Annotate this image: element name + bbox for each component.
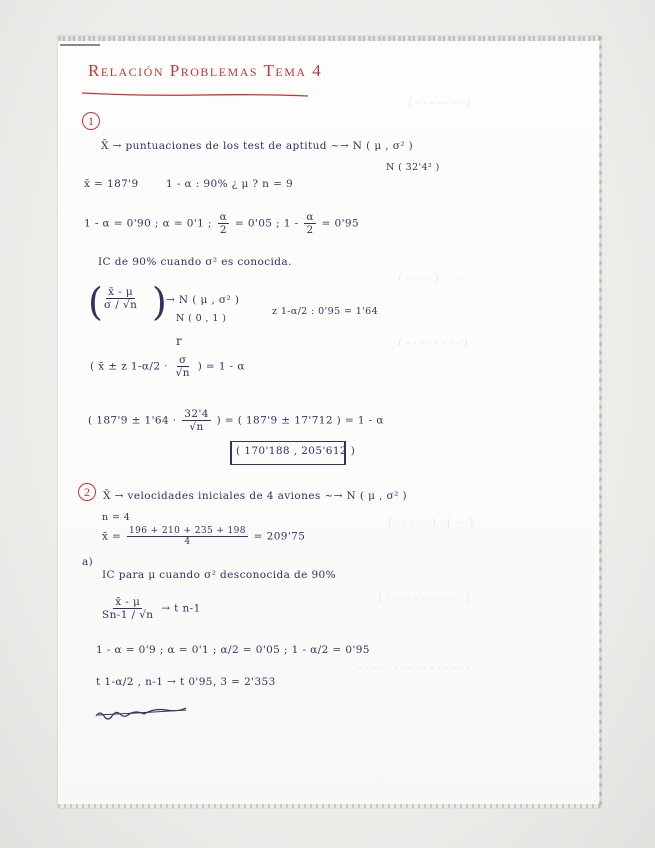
bleed-through: ( - - - - - - - - ) bbox=[398, 336, 468, 349]
problem-number-2: 2 bbox=[78, 483, 96, 501]
p2-sample-size: n = 4 bbox=[102, 512, 131, 523]
p2-ic-statement: IC para μ cuando σ² desconocida de 90% bbox=[102, 569, 337, 581]
t-dist: → t n-1 bbox=[161, 602, 201, 615]
p2-t-pivot bbox=[98, 596, 201, 621]
calc-left: ( 187'9 ± 1'64 · bbox=[88, 414, 177, 427]
bleed-through: ( - - - - - ) - ( - - ) bbox=[388, 516, 474, 529]
calc-fraction bbox=[182, 408, 211, 433]
crossed-out-scribble bbox=[94, 706, 190, 722]
p1-result: ( 170'188 , 205'612 ) bbox=[236, 445, 356, 457]
calc-right: ) = ( 187'9 ± 17'712 ) = 1 - α bbox=[216, 414, 384, 427]
mean-result: = 209'75 bbox=[253, 530, 306, 543]
interval-right: ) = 1 - α bbox=[197, 360, 245, 373]
mean-label: x̄ = bbox=[102, 530, 122, 543]
p1-z-value: z 1-α/2 : 0'95 = 1'64 bbox=[272, 306, 379, 317]
pivot-fraction bbox=[102, 286, 139, 311]
p1-alpha-line bbox=[84, 211, 359, 236]
mean-fraction bbox=[127, 526, 248, 547]
p2-t-value: t 1-α/2 , n-1 → t 0'95, 3 = 2'353 bbox=[96, 676, 276, 688]
title-underline bbox=[80, 90, 310, 99]
pivot-num: x̄ - μ bbox=[108, 286, 134, 298]
p1-pivot-std: N ( 0 , 1 ) bbox=[176, 313, 227, 324]
alpha-half-den: 2 bbox=[219, 224, 227, 236]
t-num: x̄ - μ bbox=[115, 596, 141, 608]
t-fraction bbox=[100, 596, 155, 621]
p1-confidence-question: 1 - α : 90% ¿ μ ? n = 9 bbox=[166, 178, 294, 190]
paper-edge-bottom bbox=[58, 804, 600, 808]
alpha-half-den-2: 2 bbox=[306, 224, 314, 236]
sigma-num: σ bbox=[179, 354, 187, 366]
p1-alpha-values: 1 - α = 0'90 ; α = 0'1 ; bbox=[84, 217, 212, 230]
p1-ic-statement: IC de 90% cuando σ² es conocida. bbox=[98, 256, 292, 268]
mean-num: 196 + 210 + 235 + 198 bbox=[129, 526, 246, 536]
p1-sample-mean: x̄ = 187'9 bbox=[84, 178, 139, 190]
alpha-half-fraction-2 bbox=[304, 211, 316, 236]
p1-numeric-calc bbox=[88, 408, 384, 433]
t-den: Sn-1 / √n bbox=[102, 609, 154, 621]
p1-pivot-dist: → N ( μ , σ² ) bbox=[166, 294, 240, 306]
p2-variable-definition: X̄ → velocidades iniciales de 4 aviones ~→ N ( μ , σ² ) bbox=[103, 490, 407, 502]
notebook-paper bbox=[58, 36, 600, 808]
p1-pivot bbox=[100, 286, 141, 311]
sigma-over-sqrt-n bbox=[174, 354, 192, 379]
p2-mean-calc bbox=[102, 526, 305, 547]
bleed-through: ( - - - - - - - ) bbox=[408, 96, 471, 109]
bleed-through: ( - - - - - - - - - - - ) bbox=[378, 591, 470, 604]
calc-den: √n bbox=[189, 421, 204, 433]
p1-alpha-half-value: = 0'05 bbox=[234, 217, 273, 230]
page-title: Relación Problemas Tema 4 bbox=[88, 61, 323, 80]
p1-one-minus: ; 1 - bbox=[276, 217, 299, 230]
p1-confidence-value: = 0'95 bbox=[321, 217, 360, 230]
paper-edge bbox=[599, 36, 602, 808]
p1-variable-definition: X̄ → puntuaciones de los test de aptitud ~→ N ( μ , σ² ) bbox=[101, 140, 414, 152]
sqrt-n-den: √n bbox=[175, 367, 190, 379]
p2-part-a: a) bbox=[82, 556, 94, 568]
calc-num: 32'4 bbox=[184, 408, 209, 420]
bleed-through: - - - - - - - - - - - - - - - - - bbox=[358, 661, 478, 674]
alpha-half-num: α bbox=[219, 211, 228, 223]
interval-left: ( x̄ ± z 1-α/2 · bbox=[90, 360, 168, 373]
mean-den: 4 bbox=[184, 537, 191, 547]
p2-alpha-line: 1 - α = 0'9 ; α = 0'1 ; α/2 = 0'05 ; 1 - α/2 = 0'95 bbox=[96, 644, 370, 656]
perforated-edge bbox=[58, 36, 600, 41]
p1-interval-formula bbox=[90, 354, 245, 379]
p1-distribution-known: N ( 32'4² ) bbox=[386, 162, 440, 173]
alpha-half-fraction bbox=[218, 211, 230, 236]
p1-r-label: r bbox=[176, 334, 183, 348]
alpha-half-num-2: α bbox=[306, 211, 314, 223]
bleed-through: ( - - - - ) - - - bbox=[398, 271, 461, 284]
pivot-den: σ / √n bbox=[104, 299, 138, 311]
margin-mark bbox=[60, 44, 100, 46]
problem-number-1: 1 bbox=[82, 112, 100, 130]
open-paren: ( bbox=[88, 280, 103, 324]
close-paren: ) bbox=[152, 280, 167, 324]
